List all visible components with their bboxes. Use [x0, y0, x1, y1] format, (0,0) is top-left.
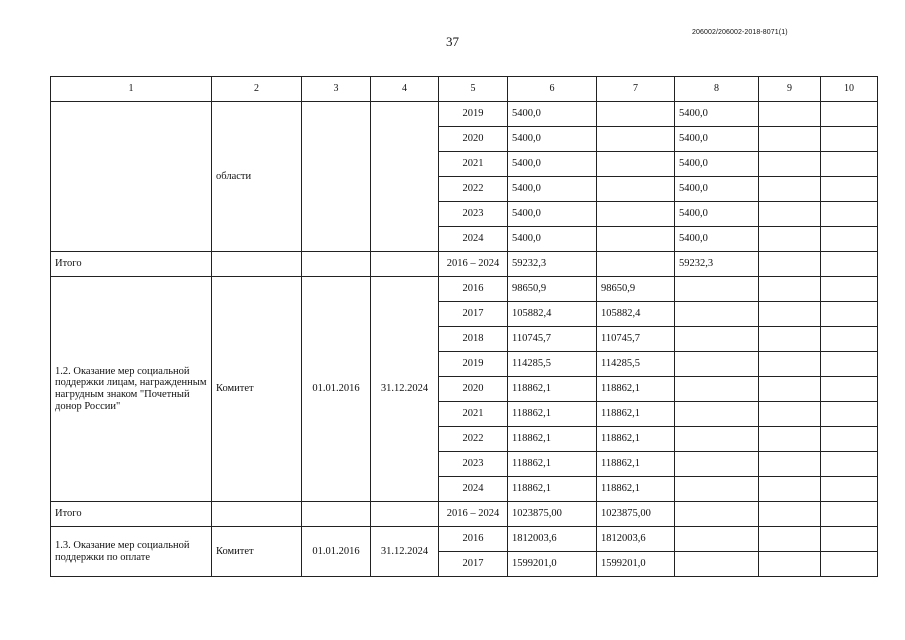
amount-other-cell	[821, 502, 878, 527]
amount-regional-cell	[675, 477, 759, 502]
year-cell: 2022	[439, 177, 508, 202]
year-cell: 2022	[439, 427, 508, 452]
amount-federal-cell: 118862,1	[597, 477, 675, 502]
table-row	[51, 102, 878, 127]
amount-local-cell	[759, 377, 821, 402]
amount-local-cell	[759, 352, 821, 377]
measure-name-cell: 1.2. Оказание мер социальной поддержки лицам, награжденным нагрудным знаком "Почетный донор России"	[51, 277, 212, 502]
amount-regional-cell: 5400,0	[675, 202, 759, 227]
amount-federal-cell	[597, 102, 675, 127]
table-row	[51, 527, 878, 552]
total-label-cell: Итого	[51, 502, 212, 527]
header-cell: 2	[212, 77, 302, 102]
amount-total-cell: 1023875,00	[508, 502, 597, 527]
amount-total-cell: 5400,0	[508, 227, 597, 252]
amount-local-cell	[759, 527, 821, 552]
amount-federal-cell: 114285,5	[597, 352, 675, 377]
executor-cell: Комитет	[212, 277, 302, 502]
period-cell: 2016 – 2024	[439, 252, 508, 277]
amount-federal-cell: 105882,4	[597, 302, 675, 327]
amount-other-cell	[821, 202, 878, 227]
amount-other-cell	[821, 127, 878, 152]
program-table	[50, 76, 878, 577]
start-date-cell	[302, 102, 371, 252]
amount-federal-cell: 118862,1	[597, 377, 675, 402]
start-date-cell: 01.01.2016	[302, 527, 371, 577]
amount-local-cell	[759, 402, 821, 427]
year-cell: 2021	[439, 402, 508, 427]
amount-local-cell	[759, 102, 821, 127]
amount-total-cell: 118862,1	[508, 377, 597, 402]
amount-federal-cell: 118862,1	[597, 452, 675, 477]
executor-cell: области	[212, 102, 302, 252]
amount-other-cell	[821, 102, 878, 127]
amount-total-cell: 105882,4	[508, 302, 597, 327]
empty-cell	[302, 252, 371, 277]
empty-cell	[212, 502, 302, 527]
amount-other-cell	[821, 427, 878, 452]
table-body	[51, 77, 878, 577]
amount-other-cell	[821, 477, 878, 502]
measure-name-cell	[51, 102, 212, 252]
amount-other-cell	[821, 227, 878, 252]
year-cell: 2021	[439, 152, 508, 177]
amount-regional-cell	[675, 527, 759, 552]
amount-local-cell	[759, 152, 821, 177]
header-cell: 1	[51, 77, 212, 102]
header-cell: 4	[371, 77, 439, 102]
amount-regional-cell	[675, 552, 759, 577]
amount-regional-cell: 5400,0	[675, 227, 759, 252]
year-cell: 2023	[439, 452, 508, 477]
end-date-cell	[371, 102, 439, 252]
amount-total-cell: 118862,1	[508, 477, 597, 502]
empty-cell	[371, 502, 439, 527]
header-cell: 7	[597, 77, 675, 102]
amount-local-cell	[759, 277, 821, 302]
total-row	[51, 252, 878, 277]
amount-regional-cell	[675, 377, 759, 402]
year-cell: 2019	[439, 352, 508, 377]
amount-other-cell	[821, 527, 878, 552]
amount-regional-cell: 5400,0	[675, 127, 759, 152]
amount-other-cell	[821, 277, 878, 302]
amount-regional-cell	[675, 327, 759, 352]
year-cell: 2020	[439, 127, 508, 152]
amount-total-cell: 118862,1	[508, 402, 597, 427]
amount-total-cell: 5400,0	[508, 177, 597, 202]
amount-other-cell	[821, 352, 878, 377]
year-cell: 2024	[439, 227, 508, 252]
amount-local-cell	[759, 252, 821, 277]
amount-federal-cell	[597, 152, 675, 177]
amount-federal-cell	[597, 127, 675, 152]
period-cell: 2016 – 2024	[439, 502, 508, 527]
amount-other-cell	[821, 177, 878, 202]
amount-regional-cell: 5400,0	[675, 152, 759, 177]
header-cell: 5	[439, 77, 508, 102]
amount-total-cell: 118862,1	[508, 427, 597, 452]
empty-cell	[302, 502, 371, 527]
header-cell: 9	[759, 77, 821, 102]
amount-total-cell: 114285,5	[508, 352, 597, 377]
amount-total-cell: 5400,0	[508, 127, 597, 152]
total-label-cell: Итого	[51, 252, 212, 277]
amount-regional-cell: 59232,3	[675, 252, 759, 277]
amount-federal-cell: 118862,1	[597, 427, 675, 452]
amount-federal-cell	[597, 252, 675, 277]
amount-total-cell: 59232,3	[508, 252, 597, 277]
page-number: 37	[446, 34, 459, 49]
amount-federal-cell	[597, 177, 675, 202]
amount-regional-cell	[675, 277, 759, 302]
amount-local-cell	[759, 327, 821, 352]
amount-local-cell	[759, 502, 821, 527]
year-cell: 2024	[439, 477, 508, 502]
year-cell: 2016	[439, 277, 508, 302]
amount-local-cell	[759, 302, 821, 327]
amount-other-cell	[821, 152, 878, 177]
amount-other-cell	[821, 402, 878, 427]
amount-federal-cell	[597, 227, 675, 252]
amount-regional-cell: 5400,0	[675, 102, 759, 127]
amount-total-cell: 5400,0	[508, 152, 597, 177]
amount-other-cell	[821, 377, 878, 402]
amount-federal-cell: 118862,1	[597, 402, 675, 427]
total-row	[51, 502, 878, 527]
amount-other-cell	[821, 452, 878, 477]
amount-total-cell: 110745,7	[508, 327, 597, 352]
amount-regional-cell	[675, 402, 759, 427]
amount-federal-cell: 1812003,6	[597, 527, 675, 552]
year-cell: 2018	[439, 327, 508, 352]
start-date-cell: 01.01.2016	[302, 277, 371, 502]
amount-total-cell: 1812003,6	[508, 527, 597, 552]
amount-regional-cell	[675, 502, 759, 527]
amount-other-cell	[821, 302, 878, 327]
header-cell: 6	[508, 77, 597, 102]
year-cell: 2016	[439, 527, 508, 552]
end-date-cell: 31.12.2024	[371, 527, 439, 577]
table-row	[51, 277, 878, 302]
amount-federal-cell	[597, 202, 675, 227]
year-cell: 2023	[439, 202, 508, 227]
amount-local-cell	[759, 427, 821, 452]
amount-local-cell	[759, 552, 821, 577]
year-cell: 2017	[439, 552, 508, 577]
header-cell: 10	[821, 77, 878, 102]
amount-federal-cell: 1023875,00	[597, 502, 675, 527]
empty-cell	[212, 252, 302, 277]
amount-local-cell	[759, 177, 821, 202]
header-cell: 3	[302, 77, 371, 102]
amount-local-cell	[759, 202, 821, 227]
amount-other-cell	[821, 252, 878, 277]
amount-local-cell	[759, 227, 821, 252]
amount-other-cell	[821, 552, 878, 577]
amount-federal-cell: 110745,7	[597, 327, 675, 352]
year-cell: 2019	[439, 102, 508, 127]
year-cell: 2020	[439, 377, 508, 402]
amount-local-cell	[759, 477, 821, 502]
year-cell: 2017	[439, 302, 508, 327]
executor-cell: Комитет	[212, 527, 302, 577]
amount-regional-cell: 5400,0	[675, 177, 759, 202]
amount-total-cell: 1599201,0	[508, 552, 597, 577]
amount-regional-cell	[675, 302, 759, 327]
header-cell: 8	[675, 77, 759, 102]
amount-local-cell	[759, 452, 821, 477]
amount-federal-cell: 98650,9	[597, 277, 675, 302]
amount-regional-cell	[675, 352, 759, 377]
amount-regional-cell	[675, 452, 759, 477]
header-row	[51, 77, 878, 102]
amount-federal-cell: 1599201,0	[597, 552, 675, 577]
amount-total-cell: 5400,0	[508, 202, 597, 227]
end-date-cell: 31.12.2024	[371, 277, 439, 502]
document-code: 206002/206002-2018-8071(1)	[692, 29, 788, 36]
amount-total-cell: 118862,1	[508, 452, 597, 477]
amount-total-cell: 5400,0	[508, 102, 597, 127]
amount-total-cell: 98650,9	[508, 277, 597, 302]
measure-name-cell: 1.3. Оказание мер социальной поддержки по оплате	[51, 527, 212, 577]
amount-local-cell	[759, 127, 821, 152]
amount-other-cell	[821, 327, 878, 352]
empty-cell	[371, 252, 439, 277]
amount-regional-cell	[675, 427, 759, 452]
